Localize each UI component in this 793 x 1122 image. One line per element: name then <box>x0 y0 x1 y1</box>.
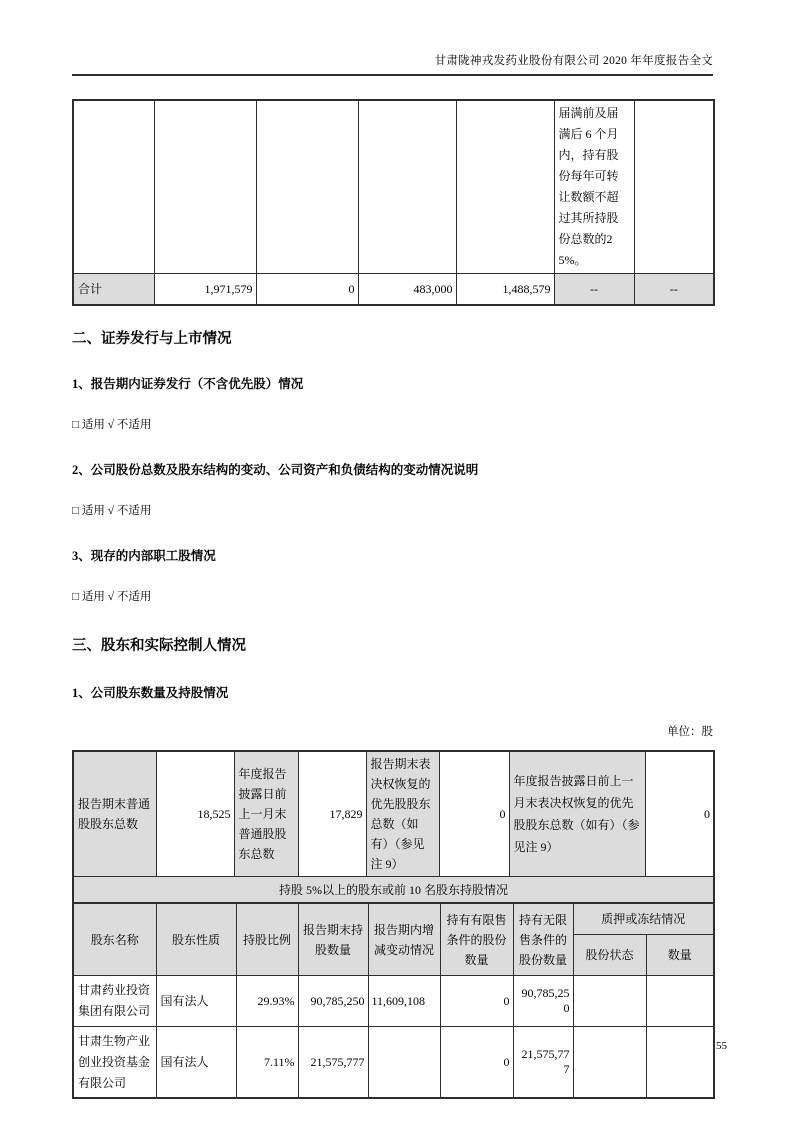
header-row <box>73 903 714 935</box>
col-header-nature: 股东性质 <box>156 903 236 976</box>
applicable-line: □ 适用 √ 不适用 <box>72 505 152 517</box>
summary-value-cell: 18,525 <box>156 751 234 877</box>
total-value-cell: -- <box>634 274 714 306</box>
section-heading-shareholders: 三、股东和实际控制人情况 <box>72 638 246 654</box>
summary-value-cell: 0 <box>439 751 509 877</box>
shareholder-name-cell: 甘肃药业投资集团有限公司 <box>73 976 156 1027</box>
restriction-note-cell: 届满前及届满后 6 个月内，持有股份每年可转让数额不超过其所持股份总数的25%。 <box>554 100 634 274</box>
empty-cell <box>358 100 456 274</box>
unrestricted-cell: 90,785,250 <box>513 976 573 1027</box>
summary-label-cell: 年度报告披露日前上一月末普通股股东总数 <box>234 751 298 877</box>
col-header-shares-end: 报告期末持股数量 <box>298 903 368 976</box>
summary-label-cell: 报告期末普通股股东总数 <box>73 751 156 877</box>
total-value-cell: 483,000 <box>358 274 456 306</box>
subsection-share-structure-change: 2、公司股份总数及股东结构的变动、公司资产和负债结构的变动情况说明 <box>72 463 479 477</box>
total-value-cell: -- <box>554 274 634 306</box>
page-content <box>72 99 713 1099</box>
applicable-line: □ 适用 √ 不适用 <box>72 591 152 603</box>
total-value-cell: 1,971,579 <box>154 274 256 306</box>
restricted-cell: 0 <box>440 976 513 1027</box>
unit-label: 单位：股 <box>667 726 713 738</box>
col-header-pledge-status: 股份状态 <box>573 935 646 976</box>
summary-label-cell: 年度报告披露日前上一月末表决权恢复的优先股股东总数（如有）（参见注 9） <box>509 751 645 877</box>
empty-cell <box>154 100 256 274</box>
total-value-cell: 0 <box>256 274 358 306</box>
restricted-cell: 0 <box>440 1027 513 1099</box>
band-row <box>73 877 714 904</box>
change-cell <box>368 1027 440 1099</box>
col-header-ratio: 持股比例 <box>236 903 298 976</box>
col-header-unrestricted: 持有无限售条件的股份数量 <box>513 903 573 976</box>
shareholder-name-cell: 甘肃生物产业创业投资基金有限公司 <box>73 1027 156 1099</box>
summary-value-cell: 0 <box>645 751 714 877</box>
section-heading-securities: 二、证券发行与上市情况 <box>72 331 232 347</box>
subsection-shareholder-count: 1、公司股东数量及持股情况 <box>72 686 229 700</box>
total-label-cell: 合计 <box>73 274 154 306</box>
lockup-shares-table <box>72 99 715 306</box>
summary-label-cell: 报告期末表决权恢复的优先股股东总数（如有）（参见注 9） <box>366 751 439 877</box>
pledge-qty-cell <box>646 1027 714 1099</box>
report-header-title: 甘肃陇神戎发药业股份有限公司 2020 年年度报告全文 <box>72 0 713 76</box>
total-row <box>73 274 714 306</box>
col-header-name: 股东名称 <box>73 903 156 976</box>
unrestricted-cell: 21,575,777 <box>513 1027 573 1099</box>
empty-cell <box>456 100 554 274</box>
pledge-qty-cell <box>646 976 714 1027</box>
subsection-employee-shares: 3、现存的内部职工股情况 <box>72 549 216 563</box>
empty-cell <box>73 100 154 274</box>
top-shareholders-table <box>72 902 715 1099</box>
pledge-status-cell <box>573 1027 646 1099</box>
shareholder-nature-cell: 国有法人 <box>156 976 236 1027</box>
shares-end-cell: 90,785,250 <box>298 976 368 1027</box>
change-cell: 11,609,108 <box>368 976 440 1027</box>
shareholder-summary-table <box>72 750 715 904</box>
ratio-cell: 7.11% <box>236 1027 298 1099</box>
table-row <box>73 100 714 274</box>
summary-value-cell: 17,829 <box>298 751 366 877</box>
shareholder-nature-cell: 国有法人 <box>156 1027 236 1099</box>
col-header-restricted: 持有有限售条件的股份数量 <box>440 903 513 976</box>
shareholder-row <box>73 976 714 1027</box>
ratio-cell: 29.93% <box>236 976 298 1027</box>
page-number: 55 <box>716 1040 727 1052</box>
pledge-status-cell <box>573 976 646 1027</box>
total-value-cell: 1,488,579 <box>456 274 554 306</box>
empty-cell <box>256 100 358 274</box>
subsection-securities-issue: 1、报告期内证券发行（不含优先股）情况 <box>72 377 304 391</box>
applicable-line: □ 适用 √ 不适用 <box>72 419 152 431</box>
band-title-cell: 持股 5%以上的股东或前 10 名股东持股情况 <box>73 877 714 904</box>
col-header-change: 报告期内增减变动情况 <box>368 903 440 976</box>
col-header-pledge-qty: 数量 <box>646 935 714 976</box>
col-header-pledge-group: 质押或冻结情况 <box>573 903 714 935</box>
shares-end-cell: 21,575,777 <box>298 1027 368 1099</box>
empty-cell <box>634 100 714 274</box>
summary-row <box>73 751 714 877</box>
shareholder-row <box>73 1027 714 1099</box>
